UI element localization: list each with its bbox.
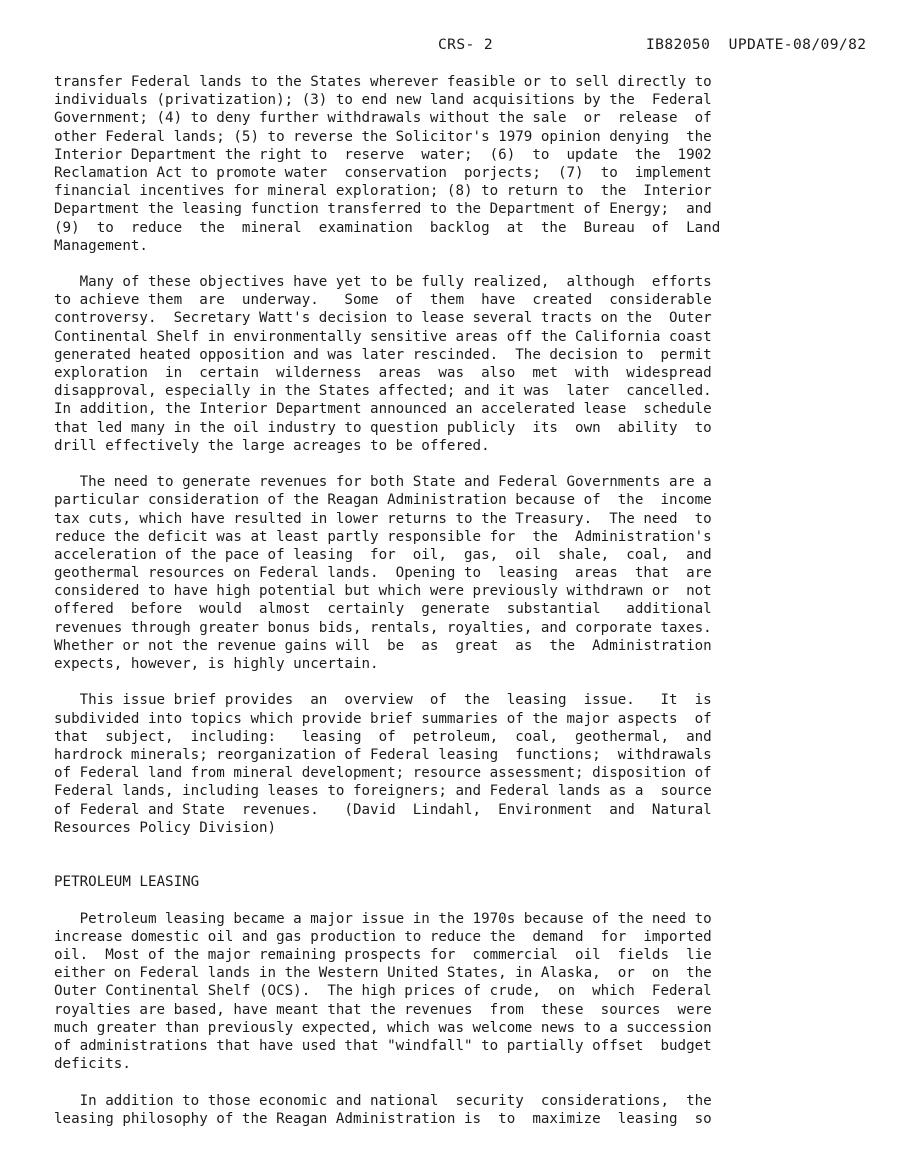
paragraph-spacer bbox=[54, 455, 911, 473]
text-line: Resources Policy Division) bbox=[54, 819, 277, 836]
paragraph-revenues bbox=[54, 473, 911, 673]
text-line: Many of these objectives have yet to be fully realized, although efforts bbox=[54, 274, 712, 291]
text-line: Reclamation Act to promote water conservation porjects; (7) to implement bbox=[54, 164, 712, 181]
text-line: drill effectively the large acreages to be offered. bbox=[54, 437, 490, 454]
text-line: In addition, the Interior Department announced an accelerated lease schedule bbox=[54, 401, 712, 418]
text-line: considered to have high potential but which were previously withdrawn or not bbox=[54, 583, 712, 600]
text-line: In addition to those economic and national security considerations, the bbox=[54, 1092, 712, 1109]
text-line: exploration in certain wilderness areas was also met with widespread bbox=[54, 365, 712, 381]
text-line: other Federal lands; (5) to reverse the Solicitor's 1979 opinion denying the bbox=[54, 128, 712, 145]
text-line: offered before would almost certainly generate substantial additional bbox=[54, 601, 712, 618]
text-line: individuals (privatization); (3) to end new land acquisitions by the Federal bbox=[54, 92, 712, 109]
text-line: Federal lands, including leases to foreigners; and Federal lands as a source bbox=[54, 783, 712, 800]
text-line: royalties are based, have meant that the revenues from these sources were bbox=[54, 1001, 712, 1018]
text-line: financial incentives for mineral exploration; (8) to return to the Interior bbox=[54, 183, 712, 200]
text-line: expects, however, is highly uncertain. bbox=[54, 656, 379, 672]
text-line: Continental Shelf in environmentally sensitive areas off the California coast bbox=[54, 328, 712, 345]
paragraph-spacer bbox=[54, 255, 911, 273]
page-number-label: CRS- 2 bbox=[438, 36, 494, 53]
text-line: geothermal resources on Federal lands. Opening to leasing areas that are bbox=[54, 565, 712, 582]
text-line: subdivided into topics which provide brief summaries of the major aspects of bbox=[54, 710, 712, 727]
paragraph-objectives-status bbox=[54, 273, 911, 455]
text-line: of administrations that have used that "windfall" to partially offset budget bbox=[54, 1037, 712, 1054]
text-line: particular consideration of the Reagan Administration because of the income bbox=[54, 492, 712, 509]
text-line: disapproval, especially in the States affected; and it was later cancelled. bbox=[54, 383, 712, 400]
text-line: generated heated opposition and was later rescinded. The decision to permit bbox=[54, 346, 712, 363]
text-line: revenues through greater bonus bids, rentals, royalties, and corporate taxes. bbox=[54, 619, 712, 636]
text-line: The need to generate revenues for both State and Federal Governments are a bbox=[54, 474, 712, 491]
text-line: controversy. Secretary Watt's decision to lease several tracts on the Outer bbox=[54, 310, 712, 327]
text-line: Management. bbox=[54, 237, 148, 254]
text-line: oil. Most of the major remaining prospects for commercial oil fields lie bbox=[54, 947, 712, 964]
text-line: to achieve them are underway. Some of them have created considerable bbox=[54, 292, 712, 309]
text-line: Petroleum leasing became a major issue in the 1970s because of the need to bbox=[54, 910, 712, 927]
paragraph-overview bbox=[54, 691, 911, 837]
section-spacer bbox=[54, 837, 911, 873]
paragraph-objectives-continued bbox=[54, 73, 911, 255]
text-line: much greater than previously expected, which was welcome news to a succession bbox=[54, 1019, 712, 1036]
text-line: increase domestic oil and gas production to reduce the demand for imported bbox=[54, 928, 712, 945]
text-line: transfer Federal lands to the States wherever feasible or to sell directly to bbox=[54, 74, 712, 90]
text-line: Interior Department the right to reserve water; (6) to update the 1902 bbox=[54, 146, 712, 163]
text-line: leasing philosophy of the Reagan Administration is to maximize leasing so bbox=[54, 1110, 712, 1127]
text-line: that led many in the oil industry to question publicly its own ability to bbox=[54, 419, 712, 436]
text-line: reduce the deficit was at least partly responsible for the Administration's bbox=[54, 528, 712, 545]
text-line: Outer Continental Shelf (OCS). The high prices of crude, on which Federal bbox=[54, 983, 712, 1000]
text-line: acceleration of the pace of leasing for oil, gas, oil shale, coal, and bbox=[54, 546, 712, 563]
text-line: of Federal and State revenues. (David Lindahl, Environment and Natural bbox=[54, 801, 712, 818]
paragraph-spacer bbox=[54, 891, 911, 909]
paragraph-spacer bbox=[54, 673, 911, 691]
text-line: of Federal land from mineral development; resource assessment; disposition of bbox=[54, 765, 712, 782]
paragraph-petroleum-leasing bbox=[54, 910, 911, 1074]
text-line: Government; (4) to deny further withdrawals without the sale or release of bbox=[54, 110, 712, 127]
text-line: deficits. bbox=[54, 1056, 131, 1073]
page-header bbox=[0, 36, 920, 56]
text-line: (9) to reduce the mineral examination backlog at the Bureau of Land bbox=[54, 219, 721, 236]
text-line: tax cuts, which have resulted in lower returns to the Treasury. The need to bbox=[54, 510, 712, 527]
report-id-label: IB82050 UPDATE-08/09/82 bbox=[646, 36, 867, 53]
document-body bbox=[54, 73, 911, 1128]
text-line: Department the leasing function transferred to the Department of Energy; and bbox=[54, 201, 712, 218]
paragraph-spacer bbox=[54, 1073, 911, 1091]
text-line: This issue brief provides an overview of the leasing issue. It is bbox=[54, 692, 712, 709]
section-heading: PETROLEUM LEASING bbox=[54, 874, 200, 891]
text-line: that subject, including: leasing of petroleum, coal, geothermal, and bbox=[54, 728, 712, 745]
paragraph-leasing-philosophy bbox=[54, 1092, 911, 1128]
text-line: Whether or not the revenue gains will be as great as the Administration bbox=[54, 637, 712, 654]
text-line: either on Federal lands in the Western United States, in Alaska, or on the bbox=[54, 965, 712, 982]
text-line: hardrock minerals; reorganization of Federal leasing functions; withdrawals bbox=[54, 746, 712, 763]
